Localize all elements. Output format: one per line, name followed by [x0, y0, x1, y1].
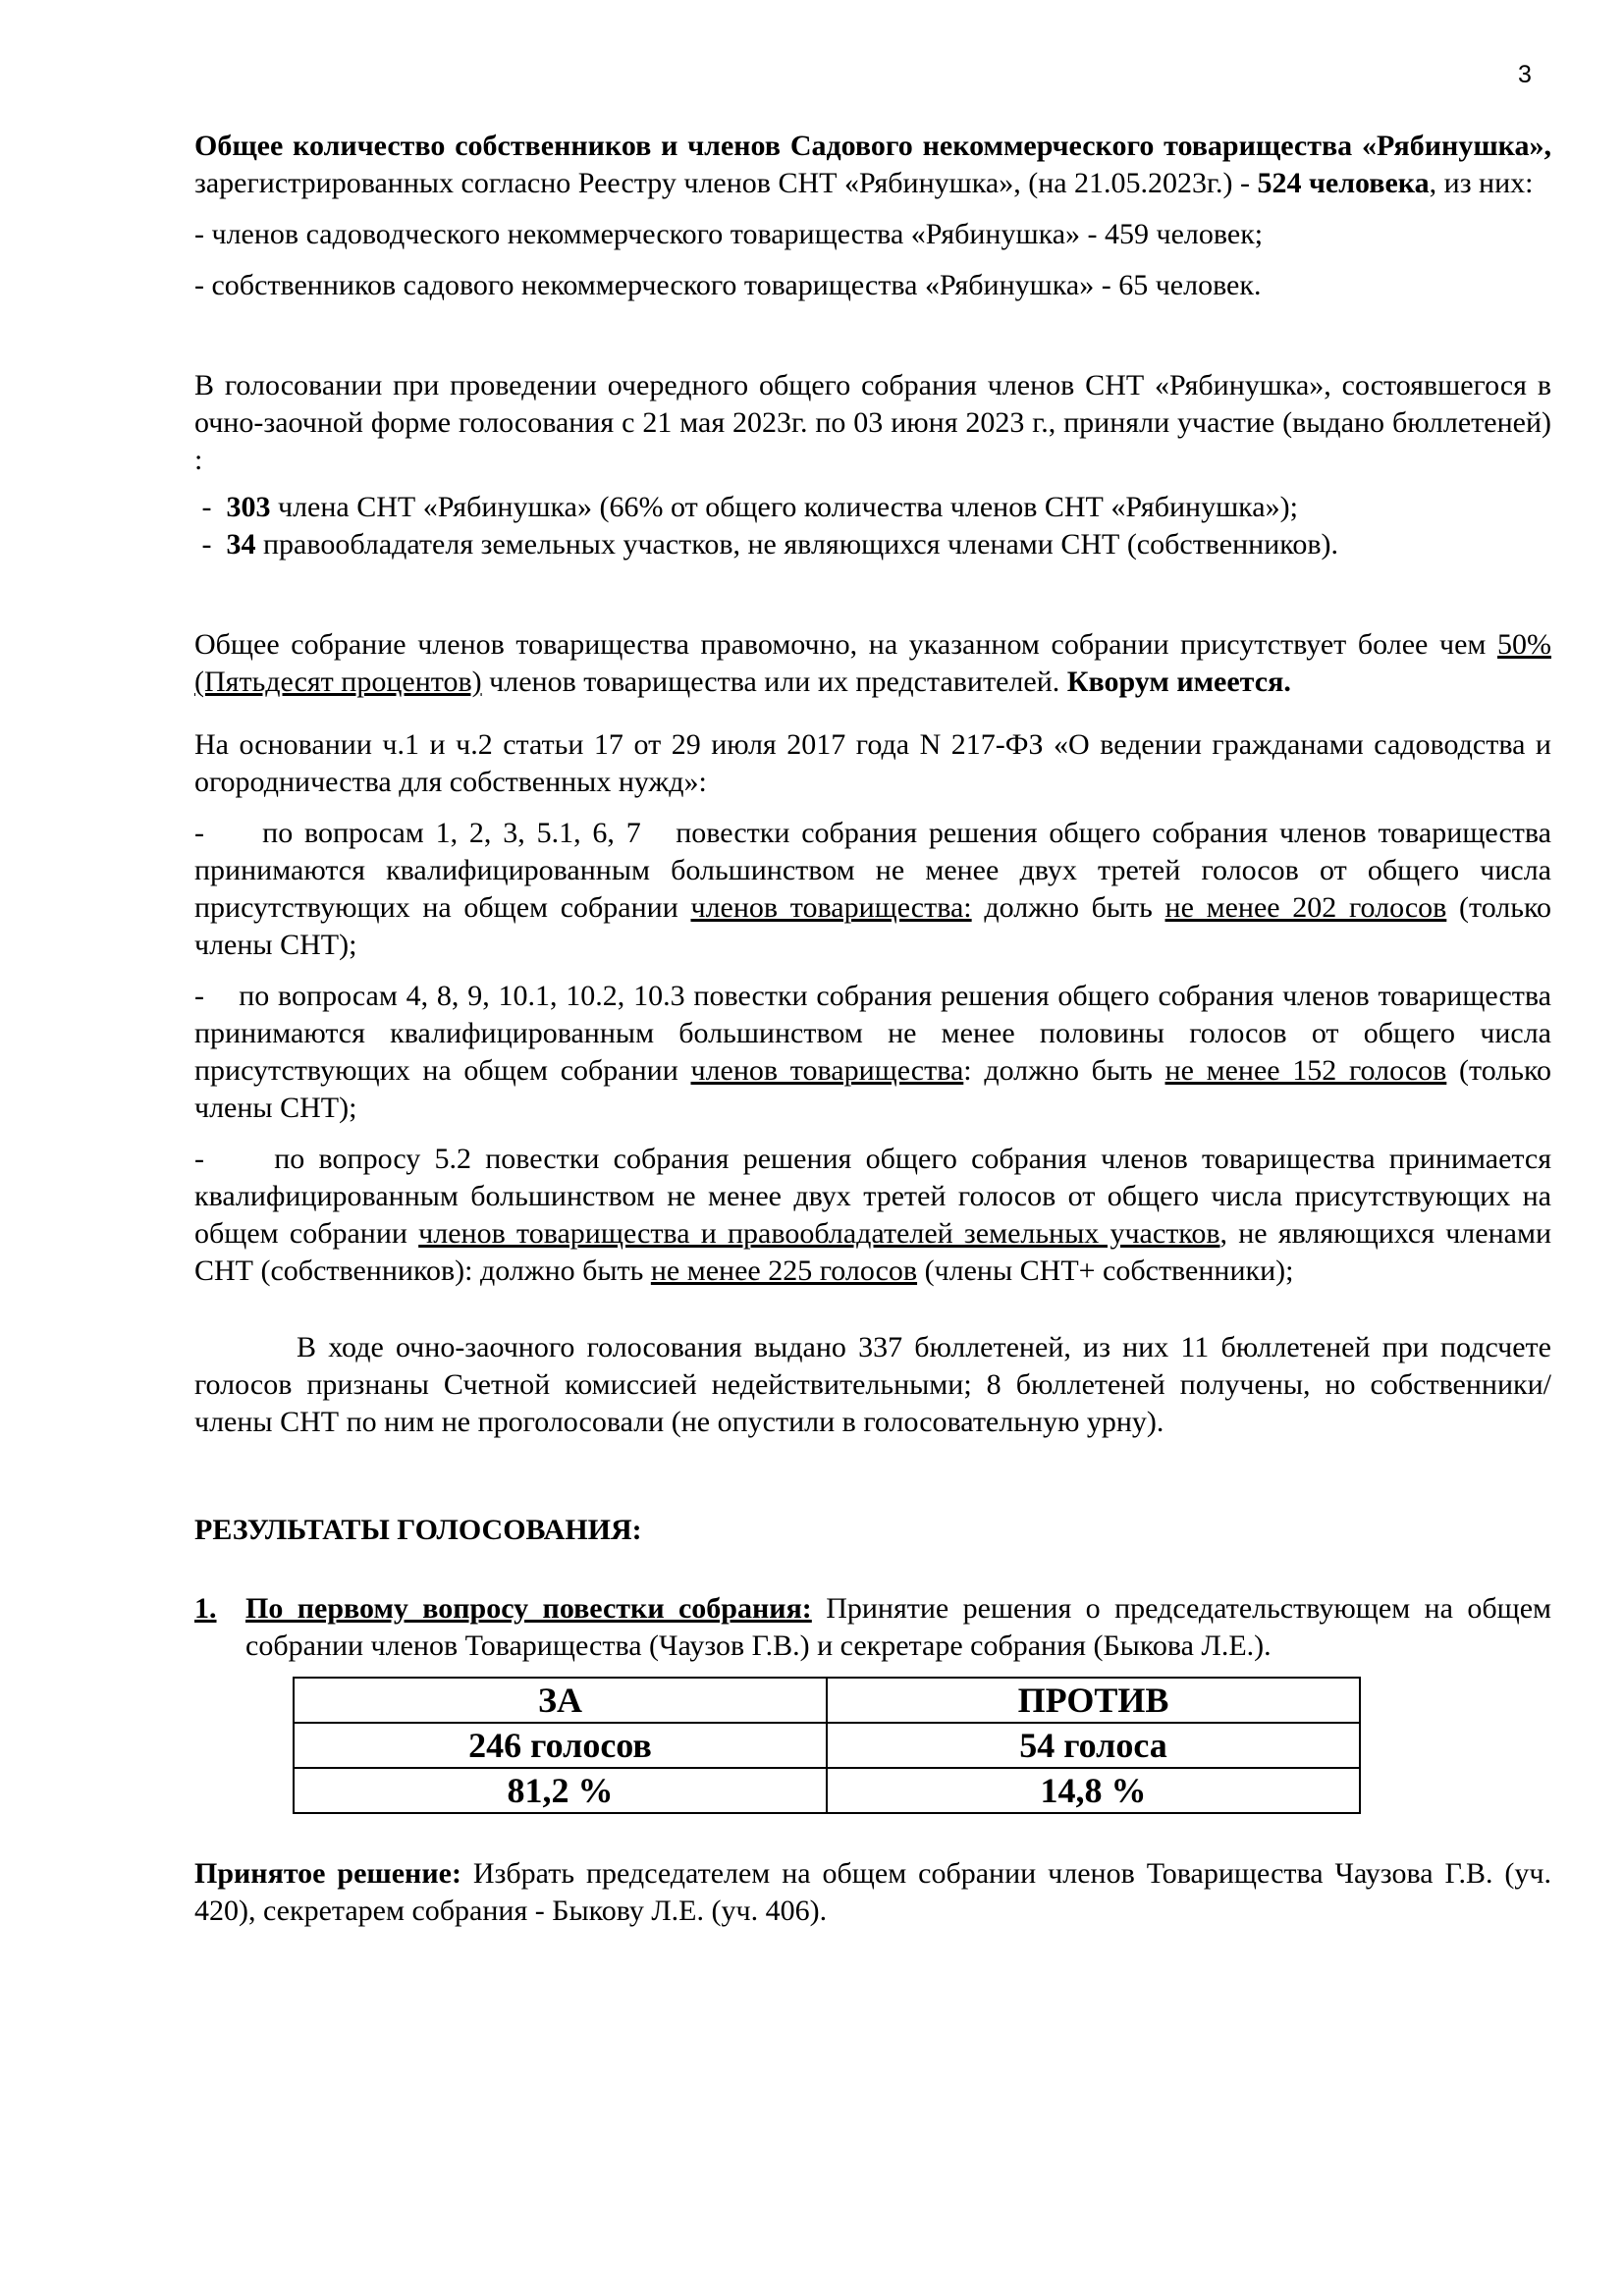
votes-percent-against: 14,8 %: [827, 1768, 1360, 1813]
rule2-underline-1: членов товарищества: [690, 1054, 964, 1087]
rule3-text-c: (члены СНТ+ собственники);: [917, 1255, 1294, 1287]
quorum-threshold: 50% (Пятьдесят процентов): [194, 628, 1551, 698]
bullet-dash: -: [194, 528, 227, 561]
question-description: Принятие решения о председательствующем на общем собрании членов Товарищества (Чаузов Г.В.) и секретаре собрания (Быкова Л.Е.).: [245, 1592, 1552, 1662]
document-body: [194, 128, 1559, 1930]
votes-table: [293, 1677, 1361, 1814]
votes-percent-for: 81,2 %: [294, 1768, 827, 1813]
table-row: [294, 1678, 1360, 1723]
rule1-text-a: - по вопросам 1, 2, 3, 5.1, 6, 7 повестки собрания решения общего собрания членов товарищества принимаются квалифицированным большинством не менее двух третей голосов от общего числа присутствующих на общем собрании: [194, 817, 1559, 924]
bullet-dash: -: [194, 491, 227, 523]
list-item-participants-owners: [194, 526, 1551, 563]
decision-label: Принятое решение:: [194, 1857, 461, 1890]
rule1-threshold: не менее 202 голосов: [1164, 891, 1447, 924]
rule2-text-c: (только члены СНТ);: [194, 1054, 1552, 1124]
voting-participation-paragraph: В голосовании при проведении очередного общего собрания членов СНТ «Рябинушка», состоявшегося в очно-заочной форме голосования с 21 мая 2023г. по 03 июня 2023 г., приняли участие (выдано бюллетеней) :: [194, 369, 1551, 476]
question-number: 1.: [194, 1592, 217, 1625]
page-number: 3: [1518, 61, 1532, 88]
participants-owners-count: 34: [226, 528, 256, 561]
ballots-paragraph: В ходе очно-заочного голосования выдано 337 бюллетеней, из них 11 бюллетеней при подсчете голосов признаны Счетной комиссией недействительными; 8 бюллетеней получены, но собственники/члены СНТ по ним не проголосовали (не опустили в голосовательную урну).: [194, 1331, 1551, 1438]
results-heading: [194, 1512, 1551, 1549]
decision-text: Избрать председателем на общем собрании членов Товарищества Чаузова Г.В. (уч. 420), секретарем собрания - Быкову Л.Е. (уч. 406).: [194, 1857, 1552, 1927]
members-total-paragraph: [194, 128, 1551, 202]
table-row: [294, 1723, 1360, 1768]
members-total-bold: Общее количество собственников и членов Садового некоммерческого товарищества «Рябинушка»,: [194, 130, 1551, 162]
quorum-text-a: Общее собрание членов товарищества правомочно, на указанном собрании присутствует более чем: [194, 628, 1497, 661]
participants-members-count: 303: [226, 491, 271, 523]
list-item-participants-members: [194, 489, 1551, 526]
rule3-threshold: не менее 225 голосов: [650, 1255, 918, 1287]
rule-two-thirds-all: [194, 1141, 1559, 1290]
table-row: [294, 1768, 1360, 1813]
rule1-text-c: (только члены СНТ);: [194, 891, 1552, 961]
rule3-text-a: - по вопросу 5.2 повестки собрания решения общего собрания членов товарищества принимается квалифицированным большинством не менее двух третей голосов от общего числа присутствующих на общем собрании: [194, 1143, 1559, 1250]
quorum-text-b: членов товарищества или их представителей.: [481, 666, 1067, 698]
votes-header-for: ЗА: [294, 1678, 827, 1723]
rule2-text-a: - по вопросам 4, 8, 9, 10.1, 10.2, 10.3 повестки собрания решения общего собрания членов товарищества принимаются квалифицированным большинством не менее половины голосов от общего числа присутствующих на общем собрании: [194, 980, 1559, 1087]
rule1-underline-1: членов товарищества:: [690, 891, 972, 924]
votes-header-against: ПРОТИВ: [827, 1678, 1360, 1723]
list-item-owners: - собственников садового некоммерческого товарищества «Рябинушка» - 65 человек.: [194, 269, 1262, 301]
rule-half-members: [194, 978, 1559, 1127]
members-total-tail: , из них:: [1429, 167, 1534, 199]
quorum-paragraph: [194, 626, 1551, 701]
participants-members-text: члена СНТ «Рябинушка» (66% от общего количества членов СНТ «Рябинушка»);: [270, 491, 1298, 523]
quorum-status: Кворум имеется.: [1066, 666, 1291, 698]
members-total-text: зарегистрированных согласно Реестру членов СНТ «Рябинушка», (на 21.05.2023г.) -: [194, 167, 1258, 199]
decision-paragraph: [194, 1855, 1551, 1930]
rule2-threshold: не менее 152 голосов: [1164, 1054, 1447, 1087]
question-1: [194, 1590, 1551, 1665]
list-item-members: - членов садоводческого некоммерческого товарищества «Рябинушка» - 459 человек;: [194, 218, 1264, 250]
question-label: По первому вопросу повестки собрания:: [245, 1592, 812, 1625]
rule2-text-b: : должно быть: [963, 1054, 1165, 1087]
votes-count-for: 246 голосов: [294, 1723, 827, 1768]
question-text: [245, 1590, 1551, 1665]
rule3-text-b: , не являющихся членами СНТ (собственников): должно быть: [194, 1217, 1551, 1287]
rule1-text-b: должно быть: [971, 891, 1165, 924]
rule3-underline-1: членов товарищества и правообладателей земельных участков: [418, 1217, 1220, 1250]
rule-two-thirds-members: [194, 815, 1559, 964]
results-heading-text: РЕЗУЛЬТАТЫ ГОЛОСОВАНИЯ:: [194, 1514, 642, 1546]
votes-count-against: 54 голоса: [827, 1723, 1360, 1768]
legal-basis-paragraph: На основании ч.1 и ч.2 статьи 17 от 29 июля 2017 года N 217-ФЗ «О ведении гражданами садоводства и огородничества для собственных нужд»:: [194, 728, 1551, 798]
members-total-count: 524 человека: [1257, 167, 1430, 199]
participants-owners-text: правообладателя земельных участков, не являющихся членами СНТ (собственников).: [255, 528, 1338, 561]
